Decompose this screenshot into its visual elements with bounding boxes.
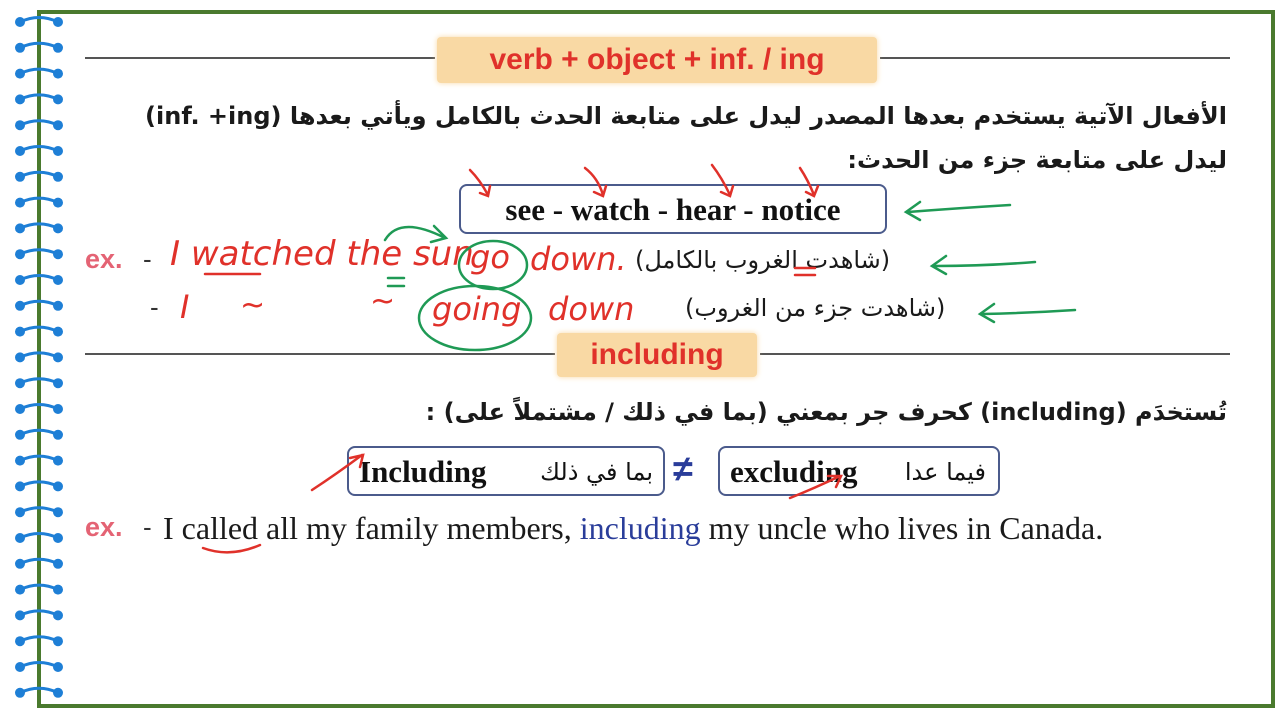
spiral-ring [20,224,58,229]
spiral-hole [15,43,25,53]
spiral-ring [20,559,58,564]
including-box [347,446,665,496]
spiral-hole [15,378,25,388]
example-label-1: ex. [85,244,123,274]
spiral-hole [15,585,25,595]
spiral-ring [20,301,58,306]
spiral-hole [53,249,63,259]
spiral-hole [53,585,63,595]
spiral-ring [20,147,58,152]
dash-3: - [143,512,152,542]
spiral-hole [53,146,63,156]
spiral-ring [20,379,58,384]
spiral-hole [53,559,63,569]
spiral-hole [53,404,63,414]
dash-2: - [150,292,159,322]
handwritten-example-1b: go [470,238,510,276]
spiral-ring [20,611,58,616]
excluding-box [718,446,1000,496]
spiral-hole [53,198,63,208]
spiral-ring [20,688,58,693]
excluding-word: excluding [730,454,858,489]
spiral-ring [20,663,58,668]
spiral-hole [15,327,25,337]
including-example-sentence [163,510,1103,547]
spiral-hole [53,17,63,27]
example-label-2: ex. [85,512,123,542]
spiral-hole [15,636,25,646]
spiral-hole [53,43,63,53]
spiral-hole [53,94,63,104]
spiral-hole [53,610,63,620]
spiral-ring [20,405,58,410]
rule-text-line2: ليدل على متابعة جزء من الحدث: [847,146,1227,174]
spiral-hole [53,456,63,466]
verbs-list: see - watch - hear - notice [505,192,841,227]
section-title-including: including [557,333,757,377]
spiral-hole [15,172,25,182]
spiral-ring [20,534,58,539]
excluding-arabic: فيما عدا [904,458,986,486]
spiral-hole [53,688,63,698]
spiral-ring [20,95,58,100]
handwritten-example-2-i: I [180,288,190,326]
spiral-ring [20,250,58,255]
spiral-ring [20,585,58,590]
spiral-ring [20,276,58,281]
spiral-ring [20,69,58,74]
divider-left-1 [85,57,435,59]
spiral-hole [53,327,63,337]
spiral-hole [53,275,63,285]
handwritten-down: down [548,290,635,328]
sentence-part1: I called all my family members, [163,510,572,546]
translation-1: (شاهدت الغروب بالكامل) [635,246,891,274]
not-equal-sign: ≠ [673,448,693,489]
spiral-hole [15,352,25,362]
spiral-hole [15,301,25,311]
handwritten-example-1c: down. [530,240,627,278]
divider-right-2 [760,353,1230,355]
spiral-hole [15,69,25,79]
spiral-ring [20,121,58,126]
spiral-hole [15,507,25,517]
spiral-hole [15,94,25,104]
spiral-hole [15,662,25,672]
including-rule: تُستخدَم (including) كحرف جر بمعني (بما في ذلك / مشتملاً على) : [425,398,1227,426]
spiral-ring [20,172,58,177]
spiral-ring [20,637,58,642]
spiral-ring [20,43,58,48]
spiral-ring [20,327,58,332]
spiral-hole [53,223,63,233]
spiral-ring [20,18,58,23]
spiral-ring [20,430,58,435]
spiral-hole [53,430,63,440]
spiral-ring [20,198,58,203]
handwritten-tilde-2: ~ [370,284,396,319]
spiral-hole [15,481,25,491]
spiral-hole [53,378,63,388]
sentence-highlight: including [579,510,701,546]
spiral-hole [53,662,63,672]
handwritten-example-1a: I watched the sun [170,234,474,274]
spiral-hole [15,249,25,259]
spiral-hole [53,69,63,79]
spiral-hole [15,533,25,543]
spiral-hole [53,120,63,130]
spiral-ring [20,508,58,513]
spiral-hole [53,301,63,311]
divider-right-1 [880,57,1230,59]
spiral-hole [15,430,25,440]
spiral-hole [15,198,25,208]
spiral-binding [0,0,80,720]
section-title-verb-object: verb + object + inf. / ing [437,37,877,83]
spiral-hole [15,610,25,620]
handwritten-going: going [432,290,522,328]
spiral-hole [53,507,63,517]
spiral-hole [15,559,25,569]
spiral-hole [53,352,63,362]
rule-text-line1: الأفعال الآتية يستخدم بعدها المصدر ليدل على متابعة الحدث بالكامل ويأتي بعدها (inf. +ing) [145,102,1227,130]
spiral-hole [15,688,25,698]
spiral-ring [20,456,58,461]
spiral-hole [53,481,63,491]
spiral-ring [20,353,58,358]
spiral-hole [15,456,25,466]
including-arabic: بما في ذلك [540,458,653,486]
spiral-hole [15,146,25,156]
spiral-hole [15,17,25,27]
handwritten-tilde-1: ~ [240,288,266,323]
translation-2: (شاهدت جزء من الغروب) [685,294,946,322]
spiral-hole [53,172,63,182]
spiral-hole [15,404,25,414]
spiral-hole [15,120,25,130]
divider-left-2 [85,353,555,355]
including-word: Including [359,454,487,489]
verbs-box [459,184,887,234]
spiral-hole [15,223,25,233]
dash-1: - [143,244,152,274]
spiral-hole [15,275,25,285]
sentence-part2: my uncle who lives in Canada. [708,510,1104,546]
spiral-hole [53,636,63,646]
spiral-hole [53,533,63,543]
spiral-ring [20,482,58,487]
